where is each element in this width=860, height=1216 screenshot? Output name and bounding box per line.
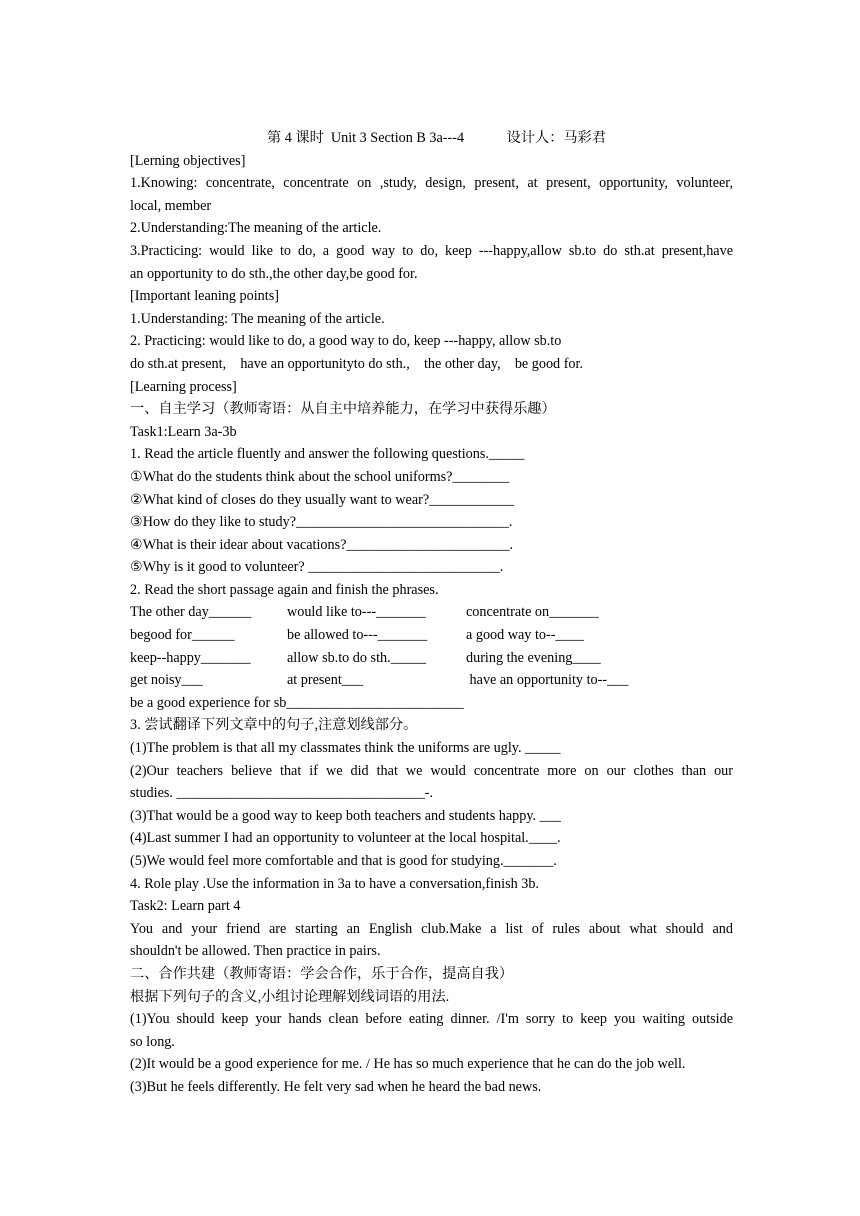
sentence-item: (1)You should keep your hands clean before eating dinner. /I'm sorry to keep you waiting outside bbox=[130, 1011, 733, 1028]
text-line: 4. Role play .Use the information in 3a to have a conversation,finish 3b. bbox=[130, 875, 539, 892]
phrase-cell: have an opportunity to--___ bbox=[466, 672, 629, 689]
text-line: local, member bbox=[130, 197, 212, 214]
text-line: 2. Read the short passage again and finish the phrases. bbox=[130, 581, 439, 598]
question-item: ④What is their idear about vacations?_______________________. bbox=[130, 536, 514, 553]
sentence-item: (2)Our teachers believe that if we did that we would concentrate more on our clothes than our bbox=[130, 762, 733, 779]
phrase-cell: be allowed to---_______ bbox=[287, 627, 428, 644]
sentence-item: (5)We would feel more comfortable and that is good for studying._______. bbox=[130, 853, 557, 869]
text-line: 2. Practicing: would like to do, a good way to do, keep ---happy, allow sb.to bbox=[130, 333, 562, 350]
question-item: ①What do the students think about the school uniforms?________ bbox=[130, 468, 510, 485]
text-line: You and your friend are starting an English club.Make a list of rules about what should and bbox=[130, 920, 733, 937]
sentence-item: (4)Last summer I had an opportunity to volunteer at the local hospital.____. bbox=[130, 830, 561, 847]
phrase-cell: keep--happy_______ bbox=[130, 649, 251, 666]
phrase-row bbox=[130, 601, 733, 624]
phrase-row bbox=[130, 647, 733, 670]
text-line: 根据下列句子的含义,小组讨论理解划线词语的用法. bbox=[130, 988, 450, 1005]
sentence-item: (2)It would be a good experience for me. / He has so much experience that he can do the job well. bbox=[130, 1056, 686, 1073]
section-heading-process: [Learning process] bbox=[130, 378, 237, 395]
text-line: 1. Read the article fluently and answer the following questions._____ bbox=[130, 446, 525, 463]
sentence-item: (3)But he feels differently. He felt very sad when he heard the bad news. bbox=[130, 1078, 542, 1095]
text-line: an opportunity to do sth.,the other day,be good for. bbox=[130, 265, 418, 282]
page-title: 第 4 课时 Unit 3 Section B 3a---4 设计人：马彩君 bbox=[267, 130, 606, 146]
phrase-cell: at present___ bbox=[287, 672, 364, 689]
phrase-cell: begood for______ bbox=[130, 627, 235, 644]
task-heading: Task2: Learn part 4 bbox=[130, 898, 241, 915]
phrase-cell: would like to---_______ bbox=[287, 604, 426, 621]
phrase-cell: during the evening____ bbox=[466, 649, 601, 666]
phrase-row bbox=[130, 669, 733, 692]
document-body bbox=[130, 127, 733, 1099]
text-line: be a good experience for sb_________________________ bbox=[130, 694, 464, 711]
text-line: do sth.at present, have an opportunityto do sth., the other day, be good for. bbox=[130, 355, 583, 372]
text-line: 1.Knowing: concentrate, concentrate on ,study, design, present, at present, opportunity, volunteer, bbox=[130, 175, 733, 192]
section-heading-points: [Important leaning points] bbox=[130, 288, 279, 305]
question-item: ②What kind of closes do they usually want to wear?____________ bbox=[130, 491, 515, 508]
phrase-row bbox=[130, 624, 733, 647]
question-item: ③How do they like to study?______________________________. bbox=[130, 514, 513, 531]
phrase-cell: a good way to--____ bbox=[466, 627, 584, 644]
text-line: shouldn't be allowed. Then practice in pairs. bbox=[130, 943, 381, 960]
sentence-item: (1)The problem is that all my classmates think the uniforms are ugly. _____ bbox=[130, 740, 561, 757]
section-heading-cooperation: 二、合作共建（教师寄语：学会合作，乐于合作，提高自我） bbox=[130, 965, 514, 982]
section-heading-objectives: [Lerning objectives] bbox=[130, 152, 246, 169]
text-line: 2.Understanding:The meaning of the article. bbox=[130, 220, 382, 237]
sentence-item: (3)That would be a good way to keep both teachers and students happy. ___ bbox=[130, 807, 561, 824]
text-line: 3.Practicing: would like to do, a good way to do, keep ---happy,allow sb.to do sth.at present,have bbox=[130, 242, 733, 259]
task-heading: Task1:Learn 3a-3b bbox=[130, 423, 237, 440]
text-line: studies. ___________________________________-. bbox=[130, 785, 434, 802]
phrase-cell: allow sb.to do sth._____ bbox=[287, 649, 427, 666]
phrase-cell: concentrate on_______ bbox=[466, 604, 599, 621]
question-item: ⑤Why is it good to volunteer? ___________________________. bbox=[130, 559, 504, 576]
text-line: 1.Understanding: The meaning of the article. bbox=[130, 310, 385, 327]
section-heading-self-study: 一、自主学习（教师寄语：从自主中培养能力，在学习中获得乐趣） bbox=[130, 401, 556, 418]
text-line: so long. bbox=[130, 1033, 175, 1050]
phrase-cell: get noisy___ bbox=[130, 672, 203, 689]
phrase-cell: The other day______ bbox=[130, 604, 252, 621]
text-line: 3. 尝试翻译下列文章中的句子,注意划线部分。 bbox=[130, 717, 418, 734]
